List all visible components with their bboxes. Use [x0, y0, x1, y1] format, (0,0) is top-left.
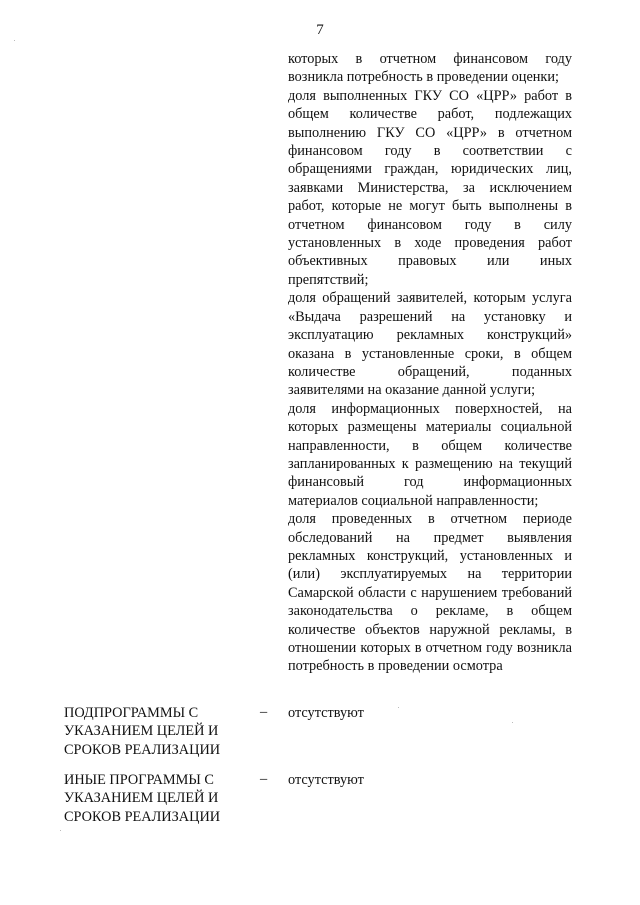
subprograms-label-line: ПОДПРОГРАММЫ С — [64, 705, 199, 721]
scan-speck — [512, 722, 513, 723]
subprograms-label-line: УКАЗАНИЕМ ЦЕЛЕЙ И — [64, 723, 219, 740]
indicators-column — [288, 50, 572, 676]
other-programs-value: отсутствуют — [288, 772, 364, 788]
subprograms-label — [64, 704, 254, 759]
indicator-paragraph: которых в отчетном финансовом году возникла потребность в проведении оценки; — [288, 51, 572, 86]
other-programs-label — [64, 771, 254, 826]
other-programs-dash: – — [260, 771, 268, 787]
subprograms-dash: – — [260, 704, 268, 720]
subprograms-value: отсутствуют — [288, 705, 364, 721]
scan-speck — [60, 830, 61, 831]
other-programs-label-line: СРОКОВ РЕАЛИЗАЦИИ — [64, 808, 221, 825]
other-programs-label-line: УКАЗАНИЕМ ЦЕЛЕЙ И — [64, 790, 219, 807]
scan-speck — [14, 40, 15, 41]
other-programs-label-line: ИНЫЕ ПРОГРАММЫ С — [64, 772, 214, 788]
page-number: 7 — [316, 22, 324, 38]
indicator-paragraph: доля информационных поверхностей, на которых размещены материалы социальной направленности, в общем количестве запланированных к размещению на текущий финансовый год информационных материалов социальной направленности; — [288, 400, 572, 509]
indicator-paragraph: доля обращений заявителей, которым услуга «Выдача разрешений на установку и эксплуатацию рекламных конструкций» оказана в установленные сроки, в общем количестве обращений, поданных заявителями на оказание данной услуги; — [288, 290, 572, 399]
indicator-paragraph: доля проведенных в отчетном периоде обследований на предмет выявления рекламных конструкций, установленных и (или) эксплуатируемых на территории Самарской области с нарушением требований законодательства о рекламе, в общем количестве объектов наружной рекламы, в отношении которых в отчетном году возникла потребность в проведении осмотра — [288, 511, 572, 675]
subprograms-label-line: СРОКОВ РЕАЛИЗАЦИИ — [64, 741, 221, 758]
scan-speck — [398, 707, 399, 708]
indicator-paragraph: доля выполненных ГКУ СО «ЦРР» работ в общем количестве работ, подлежащих выполнению ГКУ СО «ЦРР» в отчетном финансовом году в соответствии с обращениями граждан, юридических лиц, заявками Министерства, за исключением работ, которые не могут быть выполнены в отчетном финансовом году в силу установленных в ходе проведения работ объективных правовых или иных препятствий; — [288, 87, 572, 288]
